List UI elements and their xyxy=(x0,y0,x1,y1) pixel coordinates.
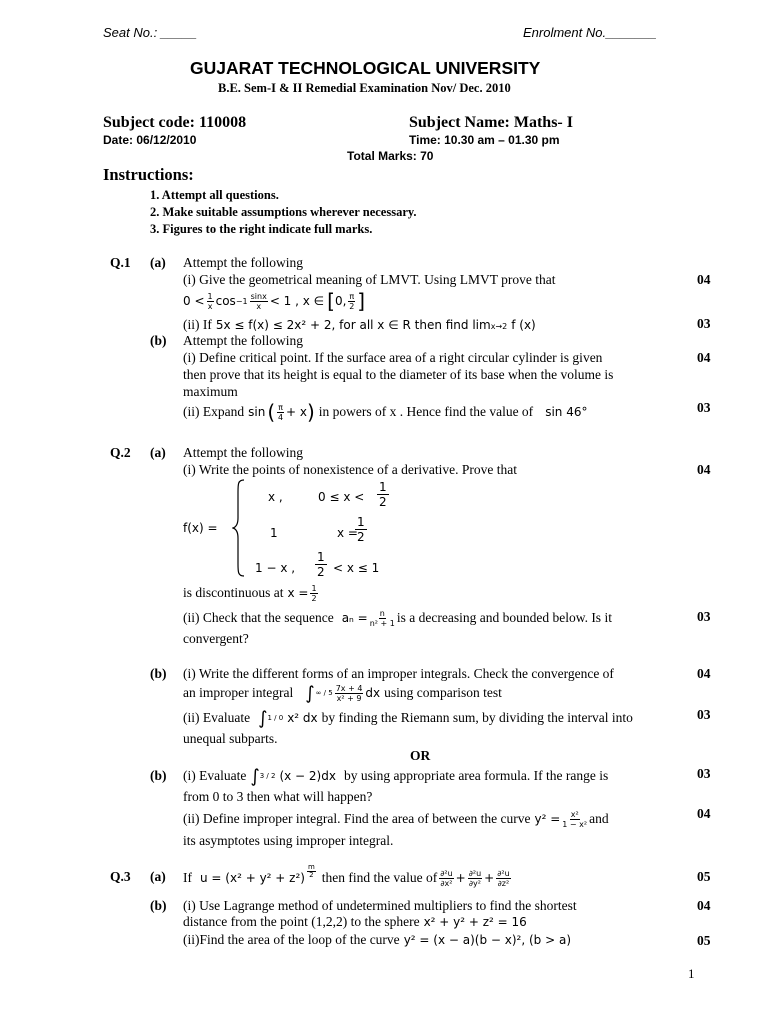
question-label: Q.2 xyxy=(110,445,131,460)
part-label: (b) xyxy=(150,768,167,783)
exam-time: Time: 10.30 am – 01.30 pm xyxy=(409,133,560,147)
part-label: (a) xyxy=(150,445,166,460)
part-label: (a) xyxy=(150,869,166,884)
page-number: 1 xyxy=(688,966,695,981)
question-label: Q.1 xyxy=(110,255,131,270)
riemann-question: (ii) Evaluate ∫ 1 / 0 x² dx by finding the Riemann sum, by dividing the interval into xyxy=(183,707,633,729)
instruction-item: 3. Figures to the right indicate full marks. xyxy=(150,222,373,236)
question-text: convergent? xyxy=(183,631,249,646)
subject-code: Subject code: 110008 xyxy=(103,114,247,131)
marks: 04 xyxy=(697,806,711,821)
part-label: (b) xyxy=(150,333,167,348)
marks: 04 xyxy=(697,898,711,913)
marks: 04 xyxy=(697,666,711,681)
loop-area-question: (ii)Find the area of the loop of the curve y² = (x − a)(b − x)², (b > a) xyxy=(183,932,572,947)
half-fraction: $\frac{1}{2}$ xyxy=(379,480,387,509)
seat-number-field: Seat No.: _____ xyxy=(103,25,197,40)
curly-brace-icon xyxy=(232,478,246,578)
exam-title: B.E. Sem-I & II Remedial Examination Nov/ Dec. 2010 xyxy=(218,81,511,95)
case-condition: x = xyxy=(337,526,358,540)
part-label: (a) xyxy=(150,255,166,270)
case-value: 1 − x , xyxy=(255,561,296,575)
marks: 03 xyxy=(697,766,711,781)
part-label: (b) xyxy=(150,898,167,913)
half-fraction: $\frac{1}{2}$ xyxy=(317,550,325,579)
question-label: Q.3 xyxy=(110,869,131,884)
question-text: (i) Write the points of nonexistence of a derivative. Prove that xyxy=(183,462,517,477)
or-separator: OR xyxy=(410,748,431,763)
enrolment-number-field: Enrolment No._______ xyxy=(523,25,657,40)
limit-question: (ii) If 5x ≤ f(x) ≤ 2x² + 2, for all x ∈ R then find lim x→2 f (x) xyxy=(183,317,536,332)
piecewise-label: f(x) = xyxy=(183,521,218,535)
instruction-item: 2. Make suitable assumptions wherever necessary. xyxy=(150,205,417,219)
lmvt-inequality: 0 < $\frac{1}{x}$ cos −1 $\frac{\sin x}{x}$ < 1 , x ∈ [ 0, $\frac{\pi}{2}$ ] xyxy=(183,289,366,313)
asymptote-question: (ii) Define improper integral. Find the area of between the curve y² = $\frac{\text{x²}}{\text{1 − x²}}$ and xyxy=(183,809,609,829)
question-text: its asymptotes using improper integral. xyxy=(183,833,394,848)
question-text: (i) Define critical point. If the surface area of a right circular cylinder is given xyxy=(183,350,603,365)
total-marks: Total Marks: 70 xyxy=(347,149,434,163)
exam-date: Date: 06/12/2010 xyxy=(103,133,197,147)
part-label: (b) xyxy=(150,666,167,681)
marks: 05 xyxy=(697,869,711,884)
question-text: maximum xyxy=(183,384,238,399)
instructions-title: Instructions: xyxy=(103,165,194,184)
marks: 03 xyxy=(697,316,711,331)
discontinuity-line: is discontinuous at x = $\frac{1}{2}$ xyxy=(183,583,317,603)
expand-question: (ii) Expand sin ( $\frac{\pi}{4}$ + x ) in powers of x . Hence find the value of sin 46° xyxy=(183,400,588,424)
partial-derivative-question: If u = (x² + y² + z²) $\frac{m}{2}$ then find the value of $\frac{\text{∂²u}}{\text{∂x²}}$ + $\frac{\text{∂²u}}{\text{∂y²}}$ + $\frac{\text{∂²u}}{\text{∂z²}}$ xyxy=(183,863,510,888)
sequence-question: (ii) Check that the sequence aₙ = $\frac{n}{\text{n² + 1}}$ is a decreasing and bounded below. Is it xyxy=(183,608,612,628)
case-condition: 0 ≤ x < xyxy=(318,490,365,504)
university-title: GUJARAT TECHNOLOGICAL UNIVERSITY xyxy=(190,58,541,78)
part-intro: Attempt the following xyxy=(183,445,303,460)
question-text: then prove that its height is equal to the diameter of its base when the volume is xyxy=(183,367,614,382)
question-text: from 0 to 3 then what will happen? xyxy=(183,789,373,804)
improper-integral-question: an improper integral ∫ ∞ / 5 $\frac{7x + 4}{\text{x² + 9}}$ dx using comparison test xyxy=(183,682,502,704)
question-text: (i) Write the different forms of an improper integrals. Check the convergence of xyxy=(183,666,614,681)
subject-name: Subject Name: Maths- I xyxy=(409,114,573,131)
marks: 04 xyxy=(697,462,711,477)
question-text: unequal subparts. xyxy=(183,731,278,746)
case-value: 1 xyxy=(270,526,278,540)
marks: 04 xyxy=(697,272,711,287)
area-integral-question: (i) Evaluate ∫ 3 / 2 (x − 2)dx by using appropriate area formula. If the range is xyxy=(183,765,609,787)
marks: 03 xyxy=(697,707,711,722)
marks: 04 xyxy=(697,350,711,365)
case-condition: < x ≤ 1 xyxy=(333,561,380,575)
question-text: (i) Use Lagrange method of undetermined multipliers to find the shortest xyxy=(183,898,577,913)
case-value: x , xyxy=(268,490,283,504)
part-intro: Attempt the following xyxy=(183,333,303,348)
lagrange-question: distance from the point (1,2,2) to the sphere x² + y² + z² = 16 xyxy=(183,914,527,929)
marks: 03 xyxy=(697,400,711,415)
question-text: (i) Give the geometrical meaning of LMVT. Using LMVT prove that xyxy=(183,272,556,287)
part-intro: Attempt the following xyxy=(183,255,303,270)
marks: 03 xyxy=(697,609,711,624)
marks: 05 xyxy=(697,933,711,948)
instruction-item: 1. Attempt all questions. xyxy=(150,188,279,202)
half-fraction: $\frac{1}{2}$ xyxy=(357,515,365,544)
